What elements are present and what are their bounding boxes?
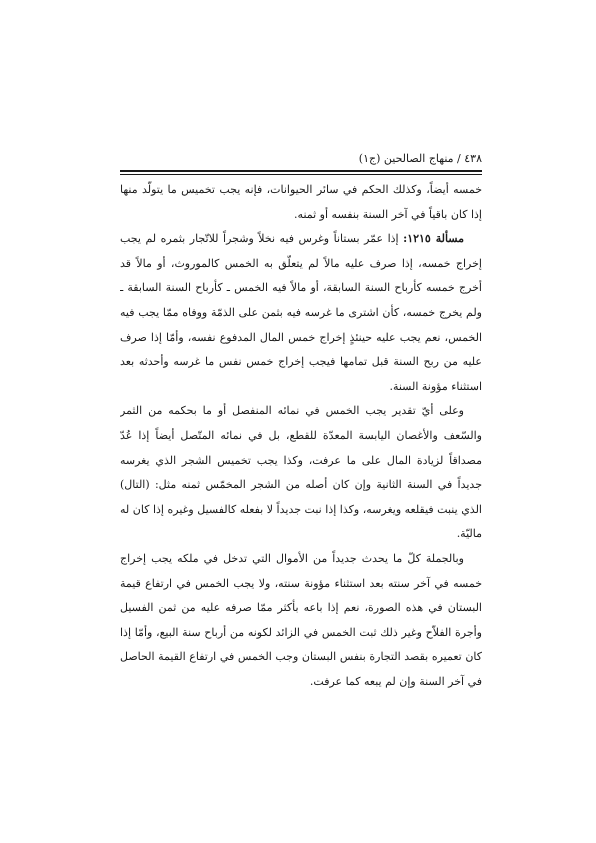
- paragraph-summary: وبالجملة كلّ ما يحدث جديداً من الأموال التي تدخل في ملكه يجب إخراج خمسه في آخر سنته بعد استثناء مؤونة سنته، ولا يجب الخمس في ارتفاع قيمة البستان في هذه الصورة، نعم إذا باعه بأكثر ممّا صرفه عليه من ثمن الفسيل وأجرة الفلاّح وغير ذلك ثبت الخمس في الزائد لكونه من أرباح سنة البيع، وأمّا إذا كان تعميره بقصد التجارة بنفس البستان وجب الخمس في ارتفاع القيمة الحاصل في آخر السنة وإن لم يبعه كما عرفت.: [120, 551, 482, 688]
- running-header: ٤٣٨ / منهاج الصالحين (ج١): [358, 152, 482, 165]
- header-rule-thick: [120, 170, 482, 172]
- paragraph-issue-1215: [120, 227, 482, 399]
- paragraph-khums-growth: وعلى أيّ تقدير يجب الخمس في نمائه المنفصل أو ما بحكمه من الثمر والسّعف والأغصان اليابسة المعدّة للقطع، بل في نمائه المتّصل أيضاً إذا عُدّ مصداقاً لزيادة المال على ما عرفت، وكذا يجب تخميس الشجر الذي يغرسه جديداً في السنة الثانية وإن كان أصله من الشجر المخمّس ثمنه مثل: (التال) الذي ينبت فيقلعه ويغرسه، وكذا إذا نبت جديداً لا بفعله كالفسيل وغيره إذا كان له ماليّة.: [120, 404, 482, 541]
- issue-number-label: مسألة ١٢١٥:: [403, 232, 465, 246]
- header-rule-thin: [120, 174, 482, 175]
- paragraph-continuation: خمسه أيضاً، وكذلك الحكم في سائر الحيوانات، فإنه يجب تخميس ما يتولّد منها إذا كان باقياً في آخر السنة بنفسه أو ثمنه.: [120, 183, 482, 221]
- page-body: [120, 178, 482, 738]
- issue-text: إذا عمّر بستاناً وغرس فيه نخلاً وشجراً للاتّجار بثمره لم يجب إخراج خمسه، إذا صرف عليه مالاً لم يتعلّق به الخمس كالموروث، أو مالاً قد أخرج خمسه كأرباح السنة السابقة، أو مالاً فيه الخمس ـ كأرباح السنة السابقة ـ ولم يخرج خمسه، كأن اشترى ما غرسه فيه بثمن على الذمّة ووفاه ممّا يجب فيه الخمس، نعم يجب عليه حينئذٍ إخراج خمس المال المدفوع نفسه، وأمّا إذا صرف عليه من ربح السنة قبل تمامها فيجب إخراج خمس نفس ما غرسه وأحدثه بعد استثناء مؤونة السنة.: [120, 232, 482, 393]
